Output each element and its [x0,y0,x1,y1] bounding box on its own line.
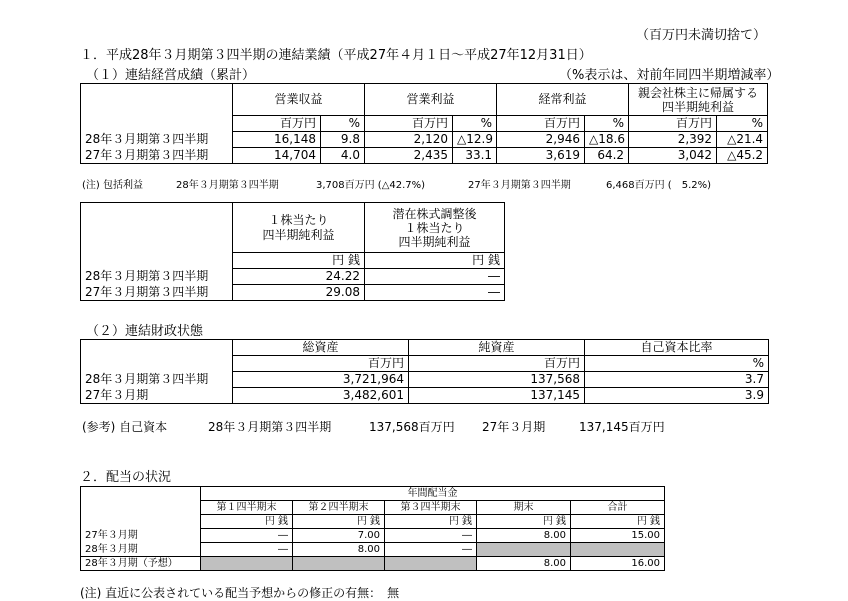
cell-value: 3,482,601 [233,388,409,404]
unit-million: 百万円 [629,116,717,132]
cell-value: 3,042 [629,148,717,164]
position-header-equity-ratio: 自己資本比率 [585,340,769,356]
comp-note-label: (注) 包括利益 [82,180,143,191]
row-label: 27年３月期 [81,388,233,404]
row-label: 27年３月期第３四半期 [81,148,233,164]
results-header-ordinary-income: 経常利益 [497,84,629,116]
dividend-header-q1: 第１四半期末 [201,501,293,515]
row-label: 28年３月期 [81,543,201,557]
cell-value: ― [385,543,477,557]
cell-value: ― [365,285,505,301]
cell-value: 9.8 [321,132,365,148]
cell-value: △12.9 [453,132,497,148]
ref-note-value2: 137,145百万円 [579,420,665,434]
eps-header-line2: 四半期純利益 [262,227,335,242]
cell-value: 3.9 [585,388,769,404]
results-header-net-income-line1: 親会社株主に帰属する [638,85,759,100]
unit-note: （百万円未満切捨て） [636,28,767,43]
ref-note-period1: 28年３月期第３四半期 [208,420,332,434]
table-row [81,543,665,557]
unit-pct: % [585,356,769,372]
unit-pct: % [717,116,768,132]
comp-note-value1: 3,708百万円 (△42.7%) [316,180,426,191]
ref-note-period2: 27年３月期 [482,420,546,434]
table-row [81,529,665,543]
unit-million: 百万円 [497,116,585,132]
eps-header [233,203,365,253]
cell-value: ― [201,543,293,557]
cell-value: 15.00 [571,529,665,543]
cell-value: 2,392 [629,132,717,148]
row-label: 27年３月期 [81,529,201,543]
unit-yen-sen: 円 銭 [477,515,571,529]
dividend-header-year-end: 期末 [477,501,571,515]
eps-table [80,202,505,301]
cell-value: ― [365,269,505,285]
cell-value: 2,435 [365,148,453,164]
row-label: 27年３月期第３四半期 [81,285,233,301]
cell-value: 137,568 [409,372,585,388]
dividend-header-q2: 第２四半期末 [293,501,385,515]
unit-yen-sen: 円 銭 [385,515,477,529]
unit-pct: % [453,116,497,132]
cell-value: 7.00 [293,529,385,543]
unit-million: 百万円 [365,116,453,132]
position-header-total-assets: 総資産 [233,340,409,356]
results-note: （%表示は、対前年同四半期増減率） [559,68,780,83]
cell-value: △21.4 [717,132,768,148]
cell-value: 8.00 [477,529,571,543]
unit-yen-sen: 円 銭 [201,515,293,529]
results-header-net-income-line2: 四半期純利益 [662,99,735,114]
results-header-op-income: 営業利益 [365,84,497,116]
section1-title: １．平成28年３月期第３四半期の連結業績（平成27年４月１日～平成27年12月31日） [80,48,592,63]
cell-shaded [571,543,665,557]
section2-title: ２．配当の状況 [80,470,172,485]
cell-value: 14,704 [233,148,321,164]
cell-value: ― [385,529,477,543]
dividend-header-q3: 第３四半期末 [385,501,477,515]
cell-value: 2,120 [365,132,453,148]
cell-value: 24.22 [233,269,365,285]
cell-value: 64.2 [585,148,629,164]
table-row [81,388,769,404]
unit-pct: % [321,116,365,132]
results-header-net-income [629,84,768,116]
diluted-eps-header-line1: 潜在株式調整後 [392,206,477,221]
row-label: 28年３月期（予想） [81,557,201,571]
unit-yen-sen: 円 銭 [365,253,505,269]
table-row [81,557,665,571]
eps-header-line1: １株当たり [268,212,329,227]
unit-million: 百万円 [409,356,585,372]
dividend-note: (注) 直近に公表されている配当予想からの修正の有無： 無 [80,586,400,600]
row-label: 28年３月期第３四半期 [81,372,233,388]
cell-value: 8.00 [477,557,571,571]
diluted-eps-header-line3: 四半期純利益 [398,234,471,249]
cell-value: 16,148 [233,132,321,148]
ref-note-value1: 137,568百万円 [369,420,455,434]
table-row [81,285,505,301]
diluted-eps-header-line2: １株当たり [404,220,465,235]
cell-value: 16.00 [571,557,665,571]
results-table [80,83,768,164]
results-header-blank [81,84,233,116]
cell-shaded [477,543,571,557]
cell-shaded [385,557,477,571]
cell-value: 8.00 [293,543,385,557]
table-row [81,148,768,164]
cell-value: 29.08 [233,285,365,301]
comp-note-value2: 6,468百万円 ( 5.2%) [606,180,712,191]
cell-value: 3.7 [585,372,769,388]
cell-value: 3,619 [497,148,585,164]
dividend-header-total: 合計 [571,501,665,515]
row-label: 28年３月期第３四半期 [81,269,233,285]
cell-shaded [201,557,293,571]
position-table [80,339,769,404]
results-subtitle: （１）連結経営成績（累計） [86,68,256,83]
cell-value: ― [201,529,293,543]
cell-value: 2,946 [497,132,585,148]
cell-value: 33.1 [453,148,497,164]
position-header-net-assets: 純資産 [409,340,585,356]
unit-pct: % [585,116,629,132]
table-row [81,269,505,285]
ref-note-label: (参考) 自己資本 [82,420,168,434]
cell-value: △18.6 [585,132,629,148]
cell-value: 4.0 [321,148,365,164]
dividend-table [80,486,665,571]
cell-value: △45.2 [717,148,768,164]
dividend-group-header: 年間配当金 [201,487,665,501]
unit-yen-sen: 円 銭 [571,515,665,529]
unit-million: 百万円 [233,116,321,132]
comp-note-period2: 27年３月期第３四半期 [468,180,571,191]
table-row [81,132,768,148]
cell-value: 137,145 [409,388,585,404]
unit-million: 百万円 [233,356,409,372]
comp-note-period1: 28年３月期第３四半期 [176,180,279,191]
cell-shaded [293,557,385,571]
unit-yen-sen: 円 銭 [233,253,365,269]
cell-value: 3,721,964 [233,372,409,388]
unit-yen-sen: 円 銭 [293,515,385,529]
position-subtitle: （２）連結財政状態 [86,324,204,339]
results-header-revenue: 営業収益 [233,84,365,116]
row-label: 28年３月期第３四半期 [81,132,233,148]
table-row [81,372,769,388]
diluted-eps-header [365,203,505,253]
